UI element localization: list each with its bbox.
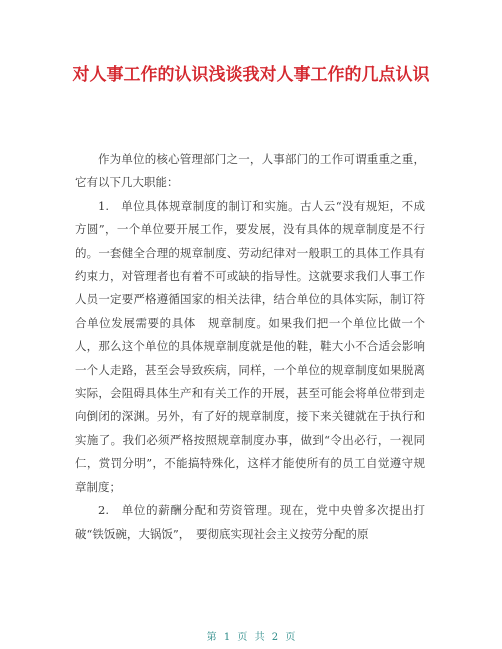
document-body [75, 148, 425, 546]
footer-suffix: 页 [285, 632, 296, 643]
paragraph-intro: 作为单位的核心管理部门之一，人事部门的工作可谓重重之重，它有以下几大职能： [75, 152, 425, 190]
footer-page-word: 页 [237, 632, 248, 643]
paragraph-item-2: 2. 单位的薪酬分配和劳资管理。现在，党中央曾多次提出打破“铁饭碗，大锅饭”， 要彻底实现社会主义按劳分配的原 [75, 503, 425, 541]
document-title: 对人事工作的认识浅谈我对人事工作的几点认识 [72, 65, 430, 85]
footer-total-pages: 2 [271, 632, 279, 643]
footer-prefix: 第 [206, 632, 217, 643]
footer-current-page: 1 [223, 632, 231, 643]
footer-total-prefix: 共 [254, 632, 265, 643]
paragraph-item-1: 1. 单位具体规章制度的制订和实施。古人云“没有规矩，不成方圆”，一个单位要开展工作，要发展，没有具体的规章制度是不行的。一套健全合理的规章制度、劳动纪律对一般职工的具体工作具有约束力，对管理者也有着不可或缺的指导性。这就要求我们人事工作人员一定要严格遵循国家的相关法律，结合单位的具体实际，制订符合单位发展需要的具体 规章制度。如果我们把一个单位比做一个人，那么这个单位的具体规章制度就是他的鞋，鞋大小不合适会影响一个人走路，甚至会导致疾病，同样，一个单位的规章制度如果脱离实际，会阻碍具体生产和有关工作的开展，甚至可能会将单位带到走向倒闭的深渊。另外，有了好的规章制度，接下来关键就在于执行和实施了。我们必须严格按照规章制度办事，做到“令出必行，一视同仁，赏罚分明”，不能搞特殊化，这样才能使所有的员工自觉遵守规章制度； [75, 198, 425, 494]
page-footer [0, 628, 502, 643]
